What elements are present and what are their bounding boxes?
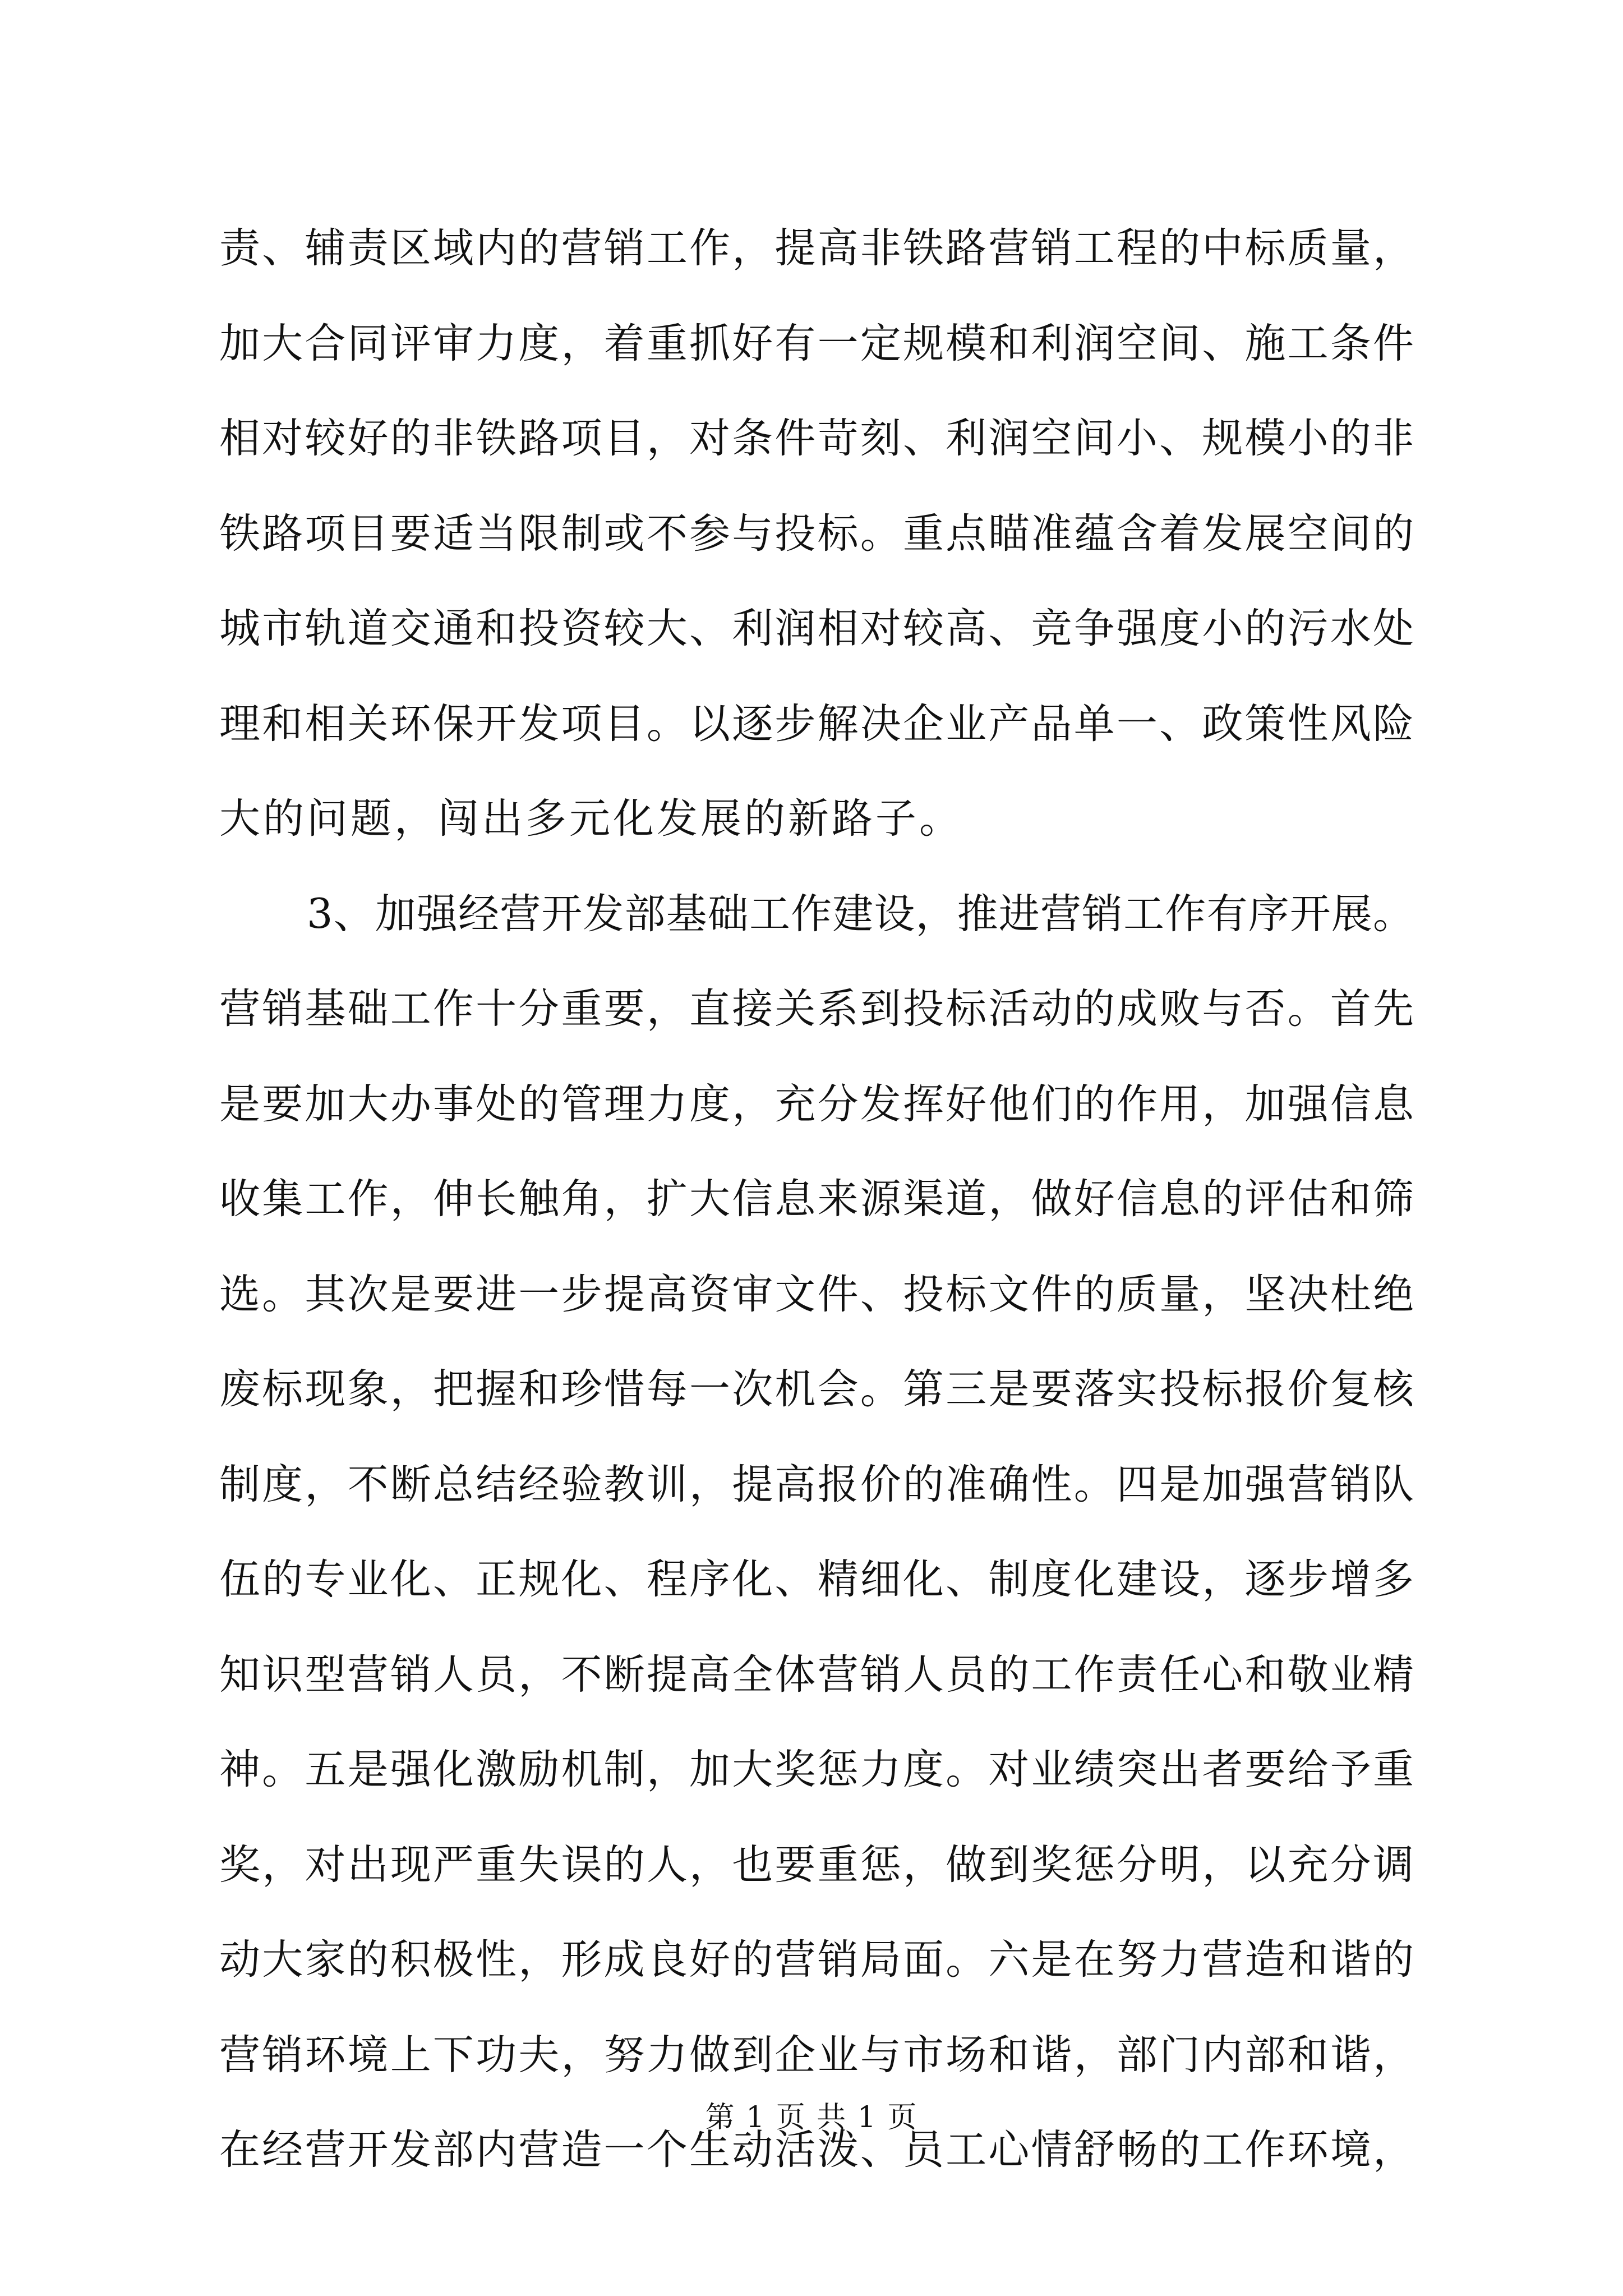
text-line: 铁路项目要适当限制或不参与投标。重点瞄准蕴含着发展空间的: [219, 509, 1414, 558]
text-line: 理和相关环保开发项目。以逐步解决企业产品单一、政策性风险: [219, 700, 1414, 748]
page-number-label: 第 1 页 共 1 页: [705, 2101, 918, 2134]
text-line: 营销环境上下功夫，努力做到企业与市场和谐，部门内部和谐，: [219, 2031, 1414, 2079]
text-line: 奖，对出现严重失误的人，也要重惩，做到奖惩分明，以充分调: [219, 1841, 1414, 1889]
text-line: 知识型营销人员，不断提高全体营销人员的工作责任心和敬业精: [219, 1650, 1414, 1699]
text-line: 大的问题，闯出多元化发展的新路子。: [219, 795, 963, 843]
text-line: 加大合同评审力度，着重抓好有一定规模和利润空间、施工条件: [219, 319, 1414, 367]
text-line: 选。其次是要进一步提高资审文件、投标文件的质量，坚决杜绝: [219, 1270, 1414, 1318]
text-line: 营销基础工作十分重要，直接关系到投标活动的成败与否。首先: [219, 985, 1414, 1033]
body-text: [219, 201, 1414, 2198]
text-line: 制度，不断总结经验教训，提高报价的准确性。四是加强营销队: [219, 1460, 1414, 1508]
text-line: 责、辅责区域内的营销工作，提高非铁路营销工程的中标质量，: [219, 224, 1414, 272]
text-line: 城市轨道交通和投资较大、利润相对较高、竞争强度小的污水处: [219, 605, 1414, 652]
text-line: 相对较好的非铁路项目，对条件苛刻、利润空间小、规模小的非: [219, 415, 1414, 462]
text-line: 动大家的积极性，形成良好的营销局面。六是在努力营造和谐的: [219, 1936, 1414, 1984]
paragraph-start-line: 3、加强经营开发部基础工作建设，推进营销工作有序开展。: [307, 890, 1414, 938]
text-line: 神。五是强化激励机制，加大奖惩力度。对业绩突出者要给予重: [219, 1746, 1414, 1793]
text-line: 废标现象，把握和珍惜每一次机会。第三是要落实投标报价复核: [219, 1365, 1414, 1413]
text-line: 在经营开发部内营造一个生动活泼、员工心情舒畅的工作环境，: [219, 2126, 1414, 2174]
page-footer: [0, 2098, 1623, 2137]
text-line: 伍的专业化、正规化、程序化、精细化、制度化建设，逐步增多: [219, 1556, 1414, 1603]
text-line: 是要加大办事处的管理力度，充分发挥好他们的作用，加强信息: [219, 1080, 1414, 1128]
text-line: 收集工作，伸长触角，扩大信息来源渠道，做好信息的评估和筛: [219, 1175, 1414, 1223]
